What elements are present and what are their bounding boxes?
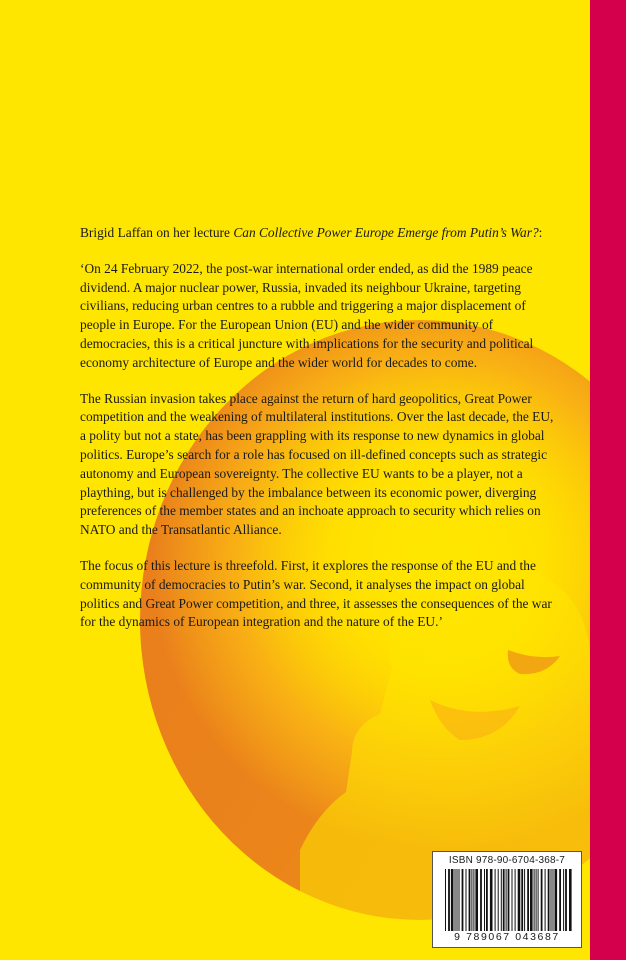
barcode-bar [534,869,535,931]
barcode-bar [524,869,525,931]
barcode-bar [466,869,467,931]
barcode-bar [515,869,516,931]
barcode-bar [518,869,521,931]
barcode-bar [512,869,513,931]
barcode-bar [565,869,567,931]
paragraph-2: The Russian invasion takes place against the return of hard geopolitics, Great Power competition and the weakening of multilateral institutions. Over the last decade, the EU, a polity but not a state, has been grappling with its response to new dynamics in global politics. Europe’s search for a role has focused on ill-defined concepts such as strategic autonomy and European sovereignty. The collective EU wants to be a player, not a plaything, but is challenged by the imbalance between its economic power, diverging preferences of the member states and an inchoate approach to security which relies on NATO and the Transatlantic Alliance. [80,390,554,538]
barcode-bar [475,869,478,931]
barcode-bar [471,869,472,931]
barcode-bar [551,869,552,931]
barcode-bar [480,869,482,931]
barcode-bar [459,869,460,931]
barcode-bar [484,869,485,931]
paragraph-1: ‘On 24 February 2022, the post-war international order ended, as did the 1989 peace dividend. A major nuclear power, Russia, invaded its neighbour Ukraine, targeting civilians, reducing urban centres to a rubble and triggering a major displacement of people in Europe. For the European Union (EU) and the wider community of democracies, this is a critical juncture with implications for the security and political economy architecture of Europe and the wider world for decades to come. [80,260,534,370]
isbn-barcode-box [432,851,582,948]
barcode-bar [495,869,496,931]
barcode-digits: 9 789067 043687 [454,931,560,943]
barcode-bar [569,869,572,931]
barcode-bar [501,869,502,931]
blurb-text [80,224,555,649]
barcode-bar [559,869,561,931]
intro-lead: Brigid Laffan on her lecture [80,225,234,240]
barcode-bar [445,869,446,931]
barcode-bar [457,869,458,931]
barcode-bar [451,869,454,931]
barcode-bar [538,869,539,931]
lecture-title: Can Collective Power Europe Emerge from Putin’s War? [233,225,539,240]
intro-tail: : [538,225,543,240]
paragraph-3: The focus of this lecture is threefold. First, it explores the response of the EU and the community of democracies to Putin’s war. Second, it analyses the impact on global politics and Great Power competition, and three, it assesses the consequences of the war for the dynamics of European integration and the nature of the EU.’ [80,557,552,630]
barcode-bar [506,869,507,931]
barcode-bar [530,869,533,931]
barcode-bar [448,869,450,931]
barcode-bar [455,869,456,931]
barcode-bar [555,869,558,931]
barcode-bar [541,869,543,931]
barcode-bar [553,869,554,931]
barcode-bar [527,869,529,931]
barcode-bar [462,869,464,931]
barcode-bar [548,869,550,931]
intro-paragraph [80,224,555,243]
barcode-bar [545,869,546,931]
barcode-bar [503,869,505,931]
barcode-bar [521,869,523,931]
barcode-bar [508,869,510,931]
barcode-bar [563,869,564,931]
barcode-bar [486,869,488,931]
barcode-bar [498,869,499,931]
barcode-bar [490,869,493,931]
barcode-bar [469,869,471,931]
isbn-label: ISBN 978-90-6704-368-7 [448,855,566,866]
barcode-bar [536,869,537,931]
barcode-bar [473,869,474,931]
spine-stripe [590,0,626,960]
barcode [443,869,573,931]
